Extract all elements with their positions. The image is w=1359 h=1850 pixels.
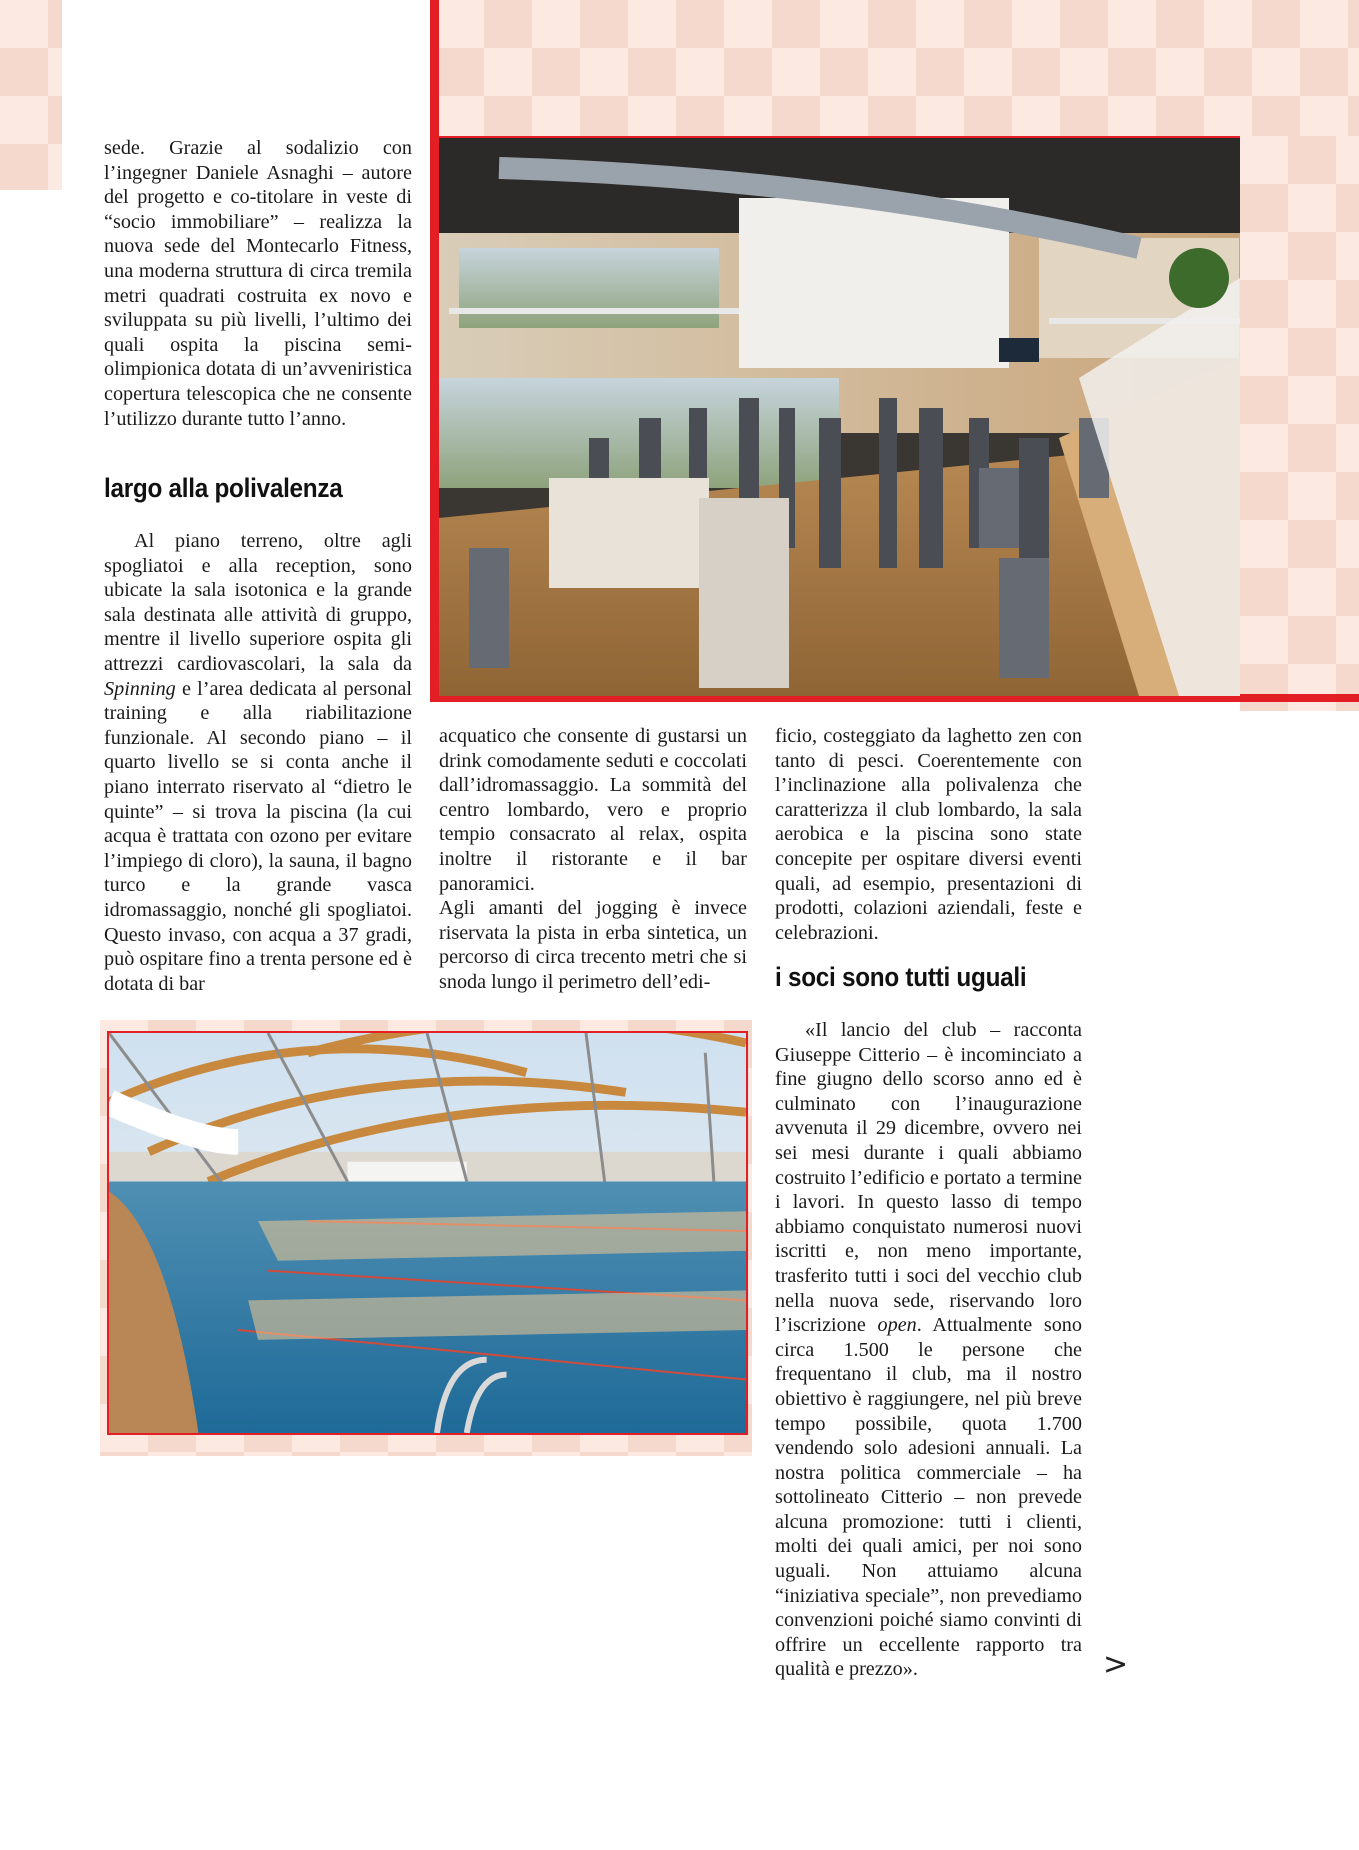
column2-paragraph-2: Agli amanti del jogging è invece riservata la pista in erba sintetica, un percorso di circa trecento metri che si snoda lungo il perimetro dell’edi- bbox=[439, 897, 747, 993]
column3-top bbox=[775, 724, 1082, 945]
heading-largo-alla-polivalenza: largo alla polivalenza bbox=[104, 473, 343, 503]
quote-text-part1: «Il lancio del club – racconta Giuseppe Citterio – è incominciato a fine giugno dello scorso anno ed è culminato con l’inaugurazione avvenuta il 29 dicembre, ovvero nei sei mesi durante i quali abbiamo costruito l’edificio e portato a termine i lavori. In questo lasso di tempo abbiamo conquistato numerosi nuovi iscritti e, non meno importante, trasferito tutti i soci del vecchio club nella nuova sede, riservando loro l’iscrizione bbox=[775, 1019, 1082, 1337]
diamond-pattern-right-band bbox=[1240, 136, 1359, 711]
open-italic: open bbox=[877, 1314, 917, 1337]
column3-paragraph-1: ficio, costeggiato da laghetto zen con tanto di pesci. Coerentemente con l’inclinazione alla polivalenza che caratterizza il club lombardo, la sala aerobica e la piscina sono state concepite per ospitare diversi eventi quali, ad esempio, presentazioni di prodotti, colazioni aziendali, feste e celebrazioni. bbox=[775, 725, 1082, 944]
heading-i-soci-sono-tutti-uguali: i soci sono tutti uguali bbox=[775, 962, 1027, 992]
spinning-italic: Spinning bbox=[104, 677, 176, 700]
pool-photo bbox=[107, 1031, 748, 1435]
diamond-pattern-top-band bbox=[436, 0, 1359, 136]
column1-body bbox=[104, 529, 412, 996]
column3-body bbox=[775, 1018, 1082, 1682]
gym-interior-photo bbox=[439, 136, 1240, 696]
body-text-part2: e l’area dedicata al personal training e alla riabilitazione funzionale. Al secondo piano – il quarto livello se si conta anche il piano interrato riservato al “dietro le quinte” – si trova la piscina (la cui acqua è trattata con ozono per evitare l’impiego di cloro), la sauna, il bagno turco e la grande vasca idromassaggio, nonché gli spogliatoi. Questo invaso, con acqua a 37 gradi, può ospitare fino a trenta persone ed è dotata di bar bbox=[104, 677, 412, 995]
column2 bbox=[439, 724, 747, 995]
red-accent-vertical-line bbox=[430, 0, 439, 702]
diamond-pattern-left-edge bbox=[0, 0, 62, 190]
body-text-part1: Al piano terreno, oltre agli spogliatoi e alla reception, sono ubicate la sala isotonica e la grande sala destinata alle attività di gruppo, mentre il livello superiore ospita gli attrezzi cardiovascolari, la sala da bbox=[104, 530, 412, 675]
column1-intro bbox=[104, 136, 412, 431]
column2-paragraph-1: acquatico che consente di gustarsi un drink comodamente seduti e coccolati dall’idromassaggio. La sommità del centro lombardo, vero e proprio tempio consacrato al relax, ospita inoltre il ristorante e il bar panoramici. bbox=[439, 725, 747, 895]
next-page-arrow: > bbox=[1103, 1647, 1129, 1682]
body-paragraph-piano-terreno bbox=[104, 529, 412, 996]
column3-quote-paragraph bbox=[775, 1018, 1082, 1682]
intro-paragraph: sede. Grazie al sodalizio con l’ingegner Daniele Asnaghi – autore del progetto e co-titolare in veste di “socio immobiliare” – realizza la nuova sede del Montecarlo Fitness, una moderna struttura di circa tremila metri quadrati costruita ex novo e sviluppata su più livelli, l’ultimo dei quali ospita la piscina semi-olimpionica dotata di un’avveniristica copertura telescopica che ne consente l’utilizzo durante tutto l’anno. bbox=[104, 137, 412, 430]
quote-text-part2: . Attualmente sono circa 1.500 le persone che frequentano il club, ma il nostro obiettivo è raggiungere, nel più breve tempo possibile, quota 1.700 vendendo solo adesioni annuali. La nostra politica commerciale – ha sottolineato Citterio – non prevede alcuna promozione: tutti i clienti, molti dei quali amici, per noi sono uguali. Non attuiamo alcuna “iniziativa speciale”, non prevediamo convenzioni poiché siamo convinti di offrire un eccellente rapporto tra qualità e prezzo». bbox=[775, 1314, 1082, 1681]
